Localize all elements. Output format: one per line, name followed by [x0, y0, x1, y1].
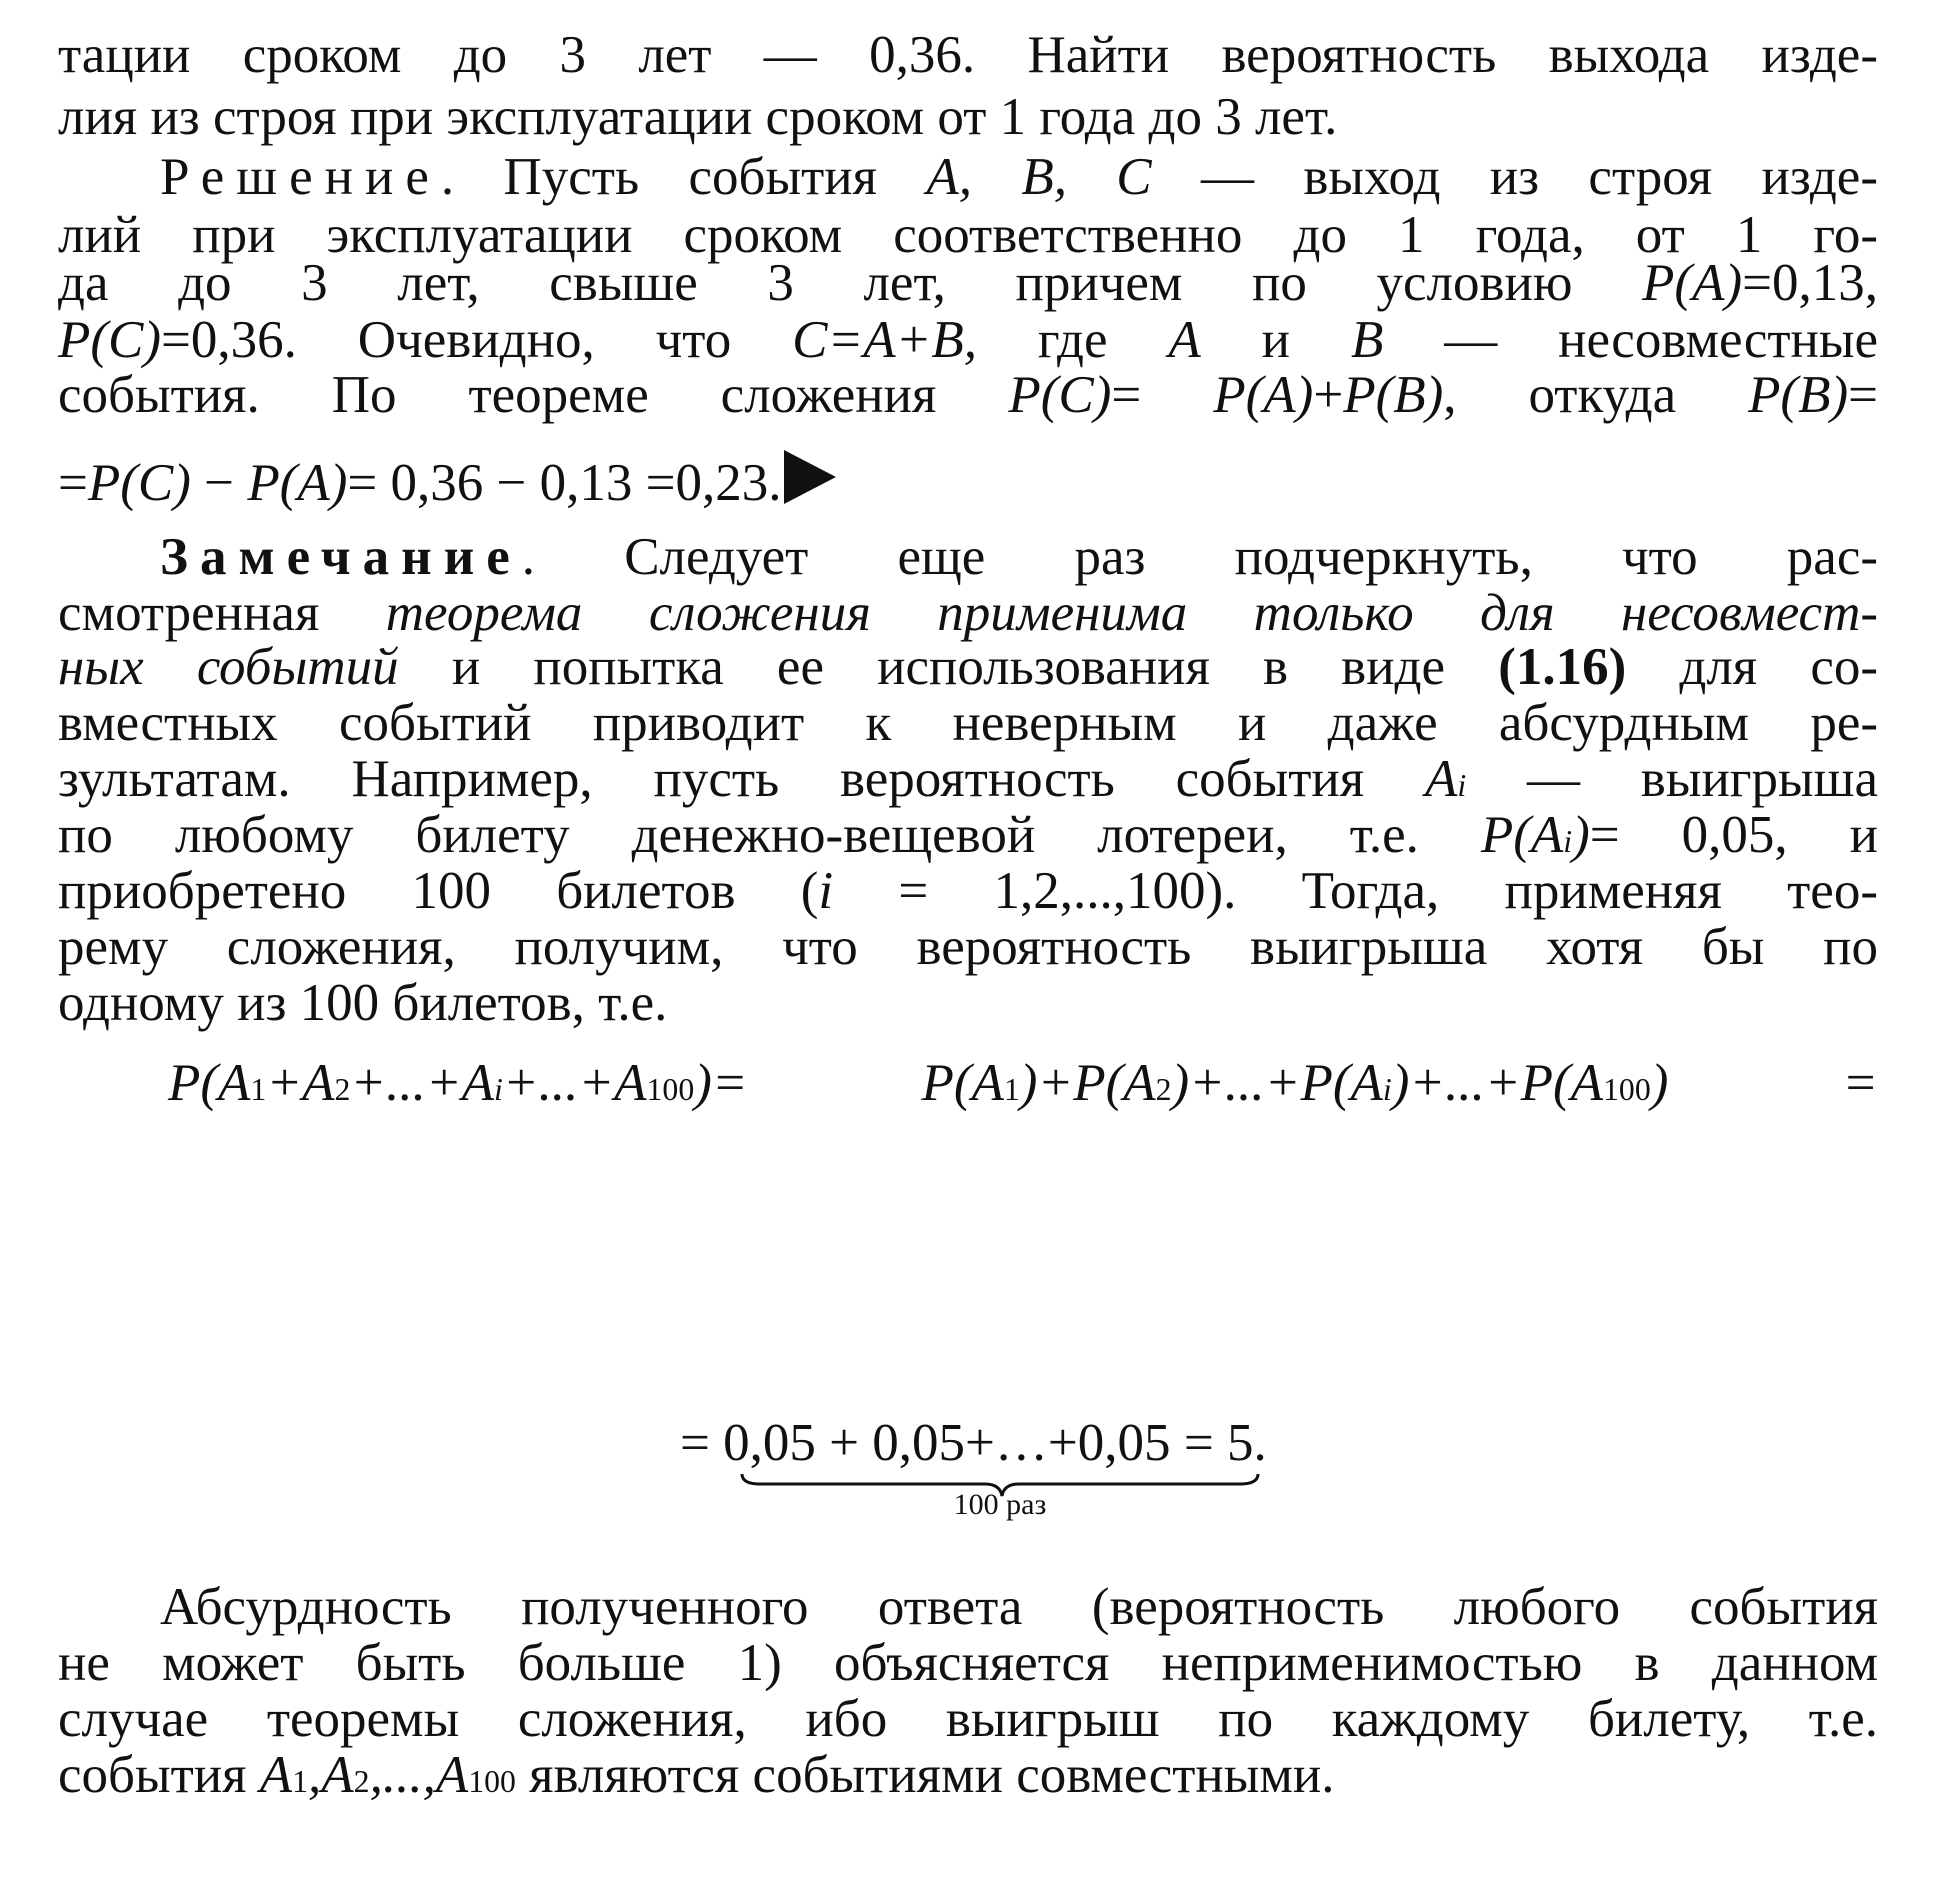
text-line: ных событий и попытка ее использования в виде (1.16) для со- [58, 638, 1878, 696]
text-line: =P(C) − P(A)= 0,36 − 0,13 =0,23. [58, 450, 1878, 516]
text-line: события $A_1,A_2,...,A_{100}$ являются событиями совместными. [58, 1746, 1335, 1804]
solution-label: Решение [160, 148, 441, 206]
remark-line: Замечание. Следует еще раз подчеркнуть, что рас- [160, 528, 1878, 586]
text-line: да до 3 лет, свыше 3 лет, причем по условию P(A)=0,13, [58, 254, 1878, 312]
text-line: одному из 100 билетов, т.е. [58, 974, 668, 1032]
text-line: приобретено 100 билетов (i = 1,2,...,100). Тогда, применяя тео- [58, 862, 1878, 920]
text-line: Абсурдность полученного ответа (вероятность любого события [160, 1578, 1878, 1636]
text-line: лия из строя при эксплуатации сроком от 1 года до 3 лет. [58, 88, 1338, 146]
text-line: по любому билету денежно-вещевой лотереи, т.е. $P(A_i)= 0,05$, и [58, 806, 1878, 864]
text-line: лий при эксплуатации сроком соответственно до 1 года, от 1 го- [58, 206, 1878, 264]
text-line: не может быть больше 1) объясняется неприменимостью в данном [58, 1634, 1878, 1692]
text-line: смотренная теорема сложения применима только для несовмест- [58, 584, 1878, 642]
text-line: P(C)=0,36. Очевидно, что C=A+B, где A и B — несовместные [58, 311, 1879, 369]
text-line: случае теоремы сложения, ибо выигрыш по каждому билету, т.е. [58, 1690, 1878, 1748]
formula-line: $P(A_1+A_2+...+A_i+...+A_{100})= P(A_1)+P(A_2)+...+P(A_i)+...+P(A_{100})$ = [168, 1054, 1878, 1112]
remark-label: Замечание [160, 528, 522, 586]
sum-expression: 0,05 + 0,05+…+0,05 [723, 1414, 1171, 1472]
solution-line: Решение. Пусть события A, B, C — выход из строя изде- [160, 148, 1878, 206]
formula-sum-line: = 0,05 + 0,05+…+0,05 = 5. [680, 1414, 1267, 1472]
text-line: зультатам. Например, пусть вероятность события $A_i$ — выигрыша [58, 750, 1878, 808]
text-line: рему сложения, получим, что вероятность выигрыша хотя бы по [58, 918, 1878, 976]
text-line: события. По теореме сложения P(C)= P(A)+P(B), откуда P(B)= [58, 366, 1879, 424]
brace-label: 100 раз [953, 1488, 1047, 1521]
text-line: вместных событий приводит к неверным и даже абсурдным ре- [58, 694, 1878, 752]
text-line: тации сроком до 3 лет — 0,36. Найти вероятность выхода изде- [58, 26, 1878, 84]
